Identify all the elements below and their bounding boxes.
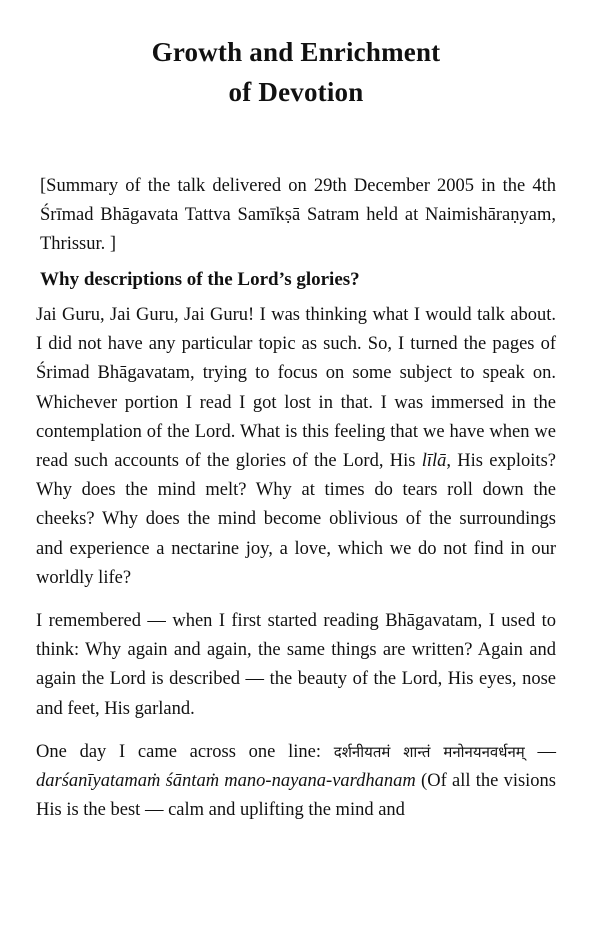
paragraph-1 [36,301,556,593]
sanskrit-verse: दर्शनीयतमं शान्तं मनोनयनवर्धनम् [333,742,525,761]
paragraph-1-part-2: , His exploits? Why does the mind melt? Why at times do tears roll down the cheeks? Why does the mind become oblivious of the surroundings and experience a nectarine joy, a love, which we do not find in our worldly life? [36,451,556,588]
paragraph-3 [36,738,556,826]
chapter-title-line-1: Growth and Enrichment [151,37,441,67]
page [36,24,556,825]
lila-term: līlā [421,451,447,472]
paragraph-3-intro: One day I came across one line: [36,741,334,762]
paragraph-1-part-1: Jai Guru, Jai Guru, Jai Guru! I was thinking what I would talk about. I did not have any particular topic as such. So, I turned the pages of Śrimad Bhāgavatam, trying to focus on some subject to speak on. Whichever portion I read I got lost in that. I was immersed in the contemplation of the Lord. What is this feeling that we have when we read such accounts of the glories of the Lord, His [36,305,556,472]
paragraph-3-rest: (Of all the visions His is the best — calm and uplifting the mind and [36,771,556,821]
chapter-title [36,32,556,112]
chapter-title-line-2: of Devotion [228,77,364,107]
summary-note: [Summary of the talk delivered on 29th December 2005 in the 4th Śrīmad Bhāgavata Tattva Samīkṣā Satram held at Naimishāraṇyam, Thrissur. ] [40,176,556,254]
section-heading: Why descriptions of the Lord’s glories? [40,269,360,290]
paragraph-2: I remembered — when I first started reading Bhāgavatam, I used to think: Why again and again, the same things are written? Again and again the Lord is described — the beauty of the Lord, His eyes, nose and feet, His garland. [36,611,556,719]
transliteration: darśanīyatamaṁ śāntaṁ mano-nayana-vardhanam [36,771,416,792]
paragraph-3-dash: — [524,741,557,762]
